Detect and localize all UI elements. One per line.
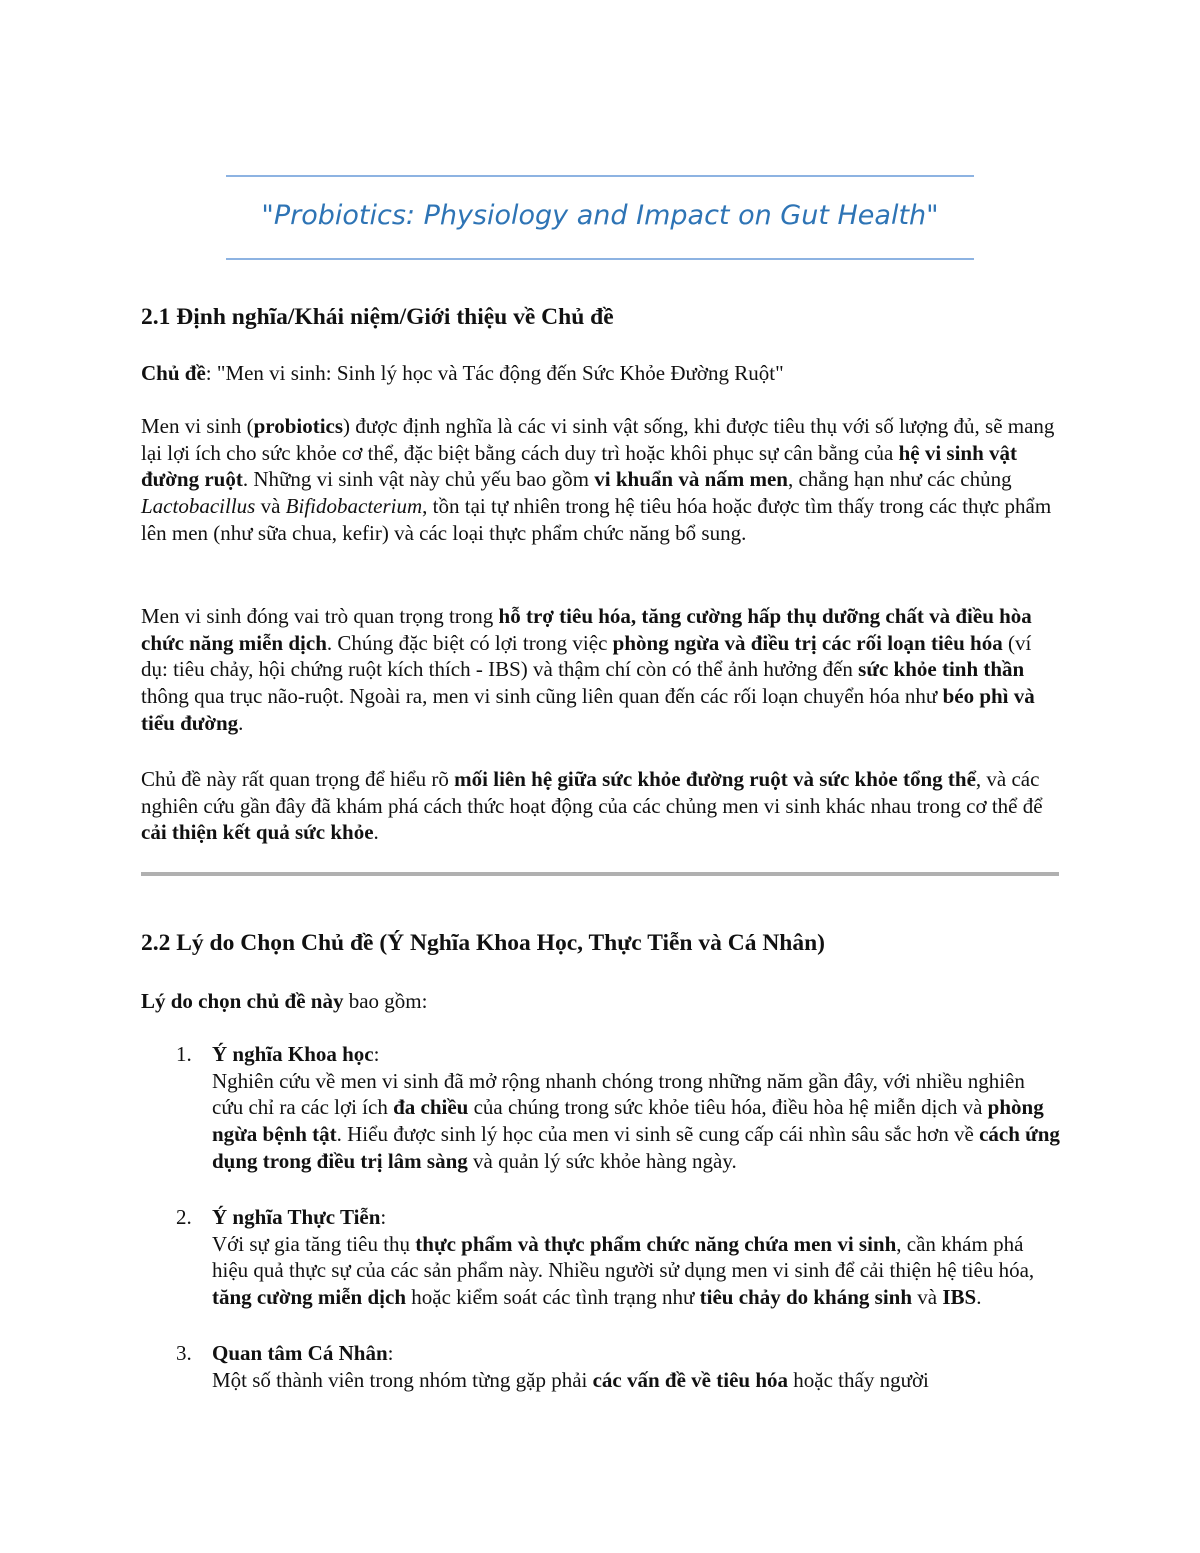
text-run: và — [912, 1285, 943, 1310]
text-run: Chủ đề này rất quan trọng để hiểu rõ — [141, 767, 455, 791]
text-run: thông qua trục não-ruột. Ngoài ra, men vi sinh cũng liên quan đến các rối loạn chuyển hóa như — [141, 684, 943, 709]
text-run: của chúng trong sức khỏe tiêu hóa, điều hòa hệ miễn dịch và — [468, 1095, 988, 1120]
list-item-title: Ý nghĩa Khoa học — [212, 1042, 374, 1066]
text-run: . Hiểu được sinh lý học của men vi sinh sẽ cung cấp cái nhìn sâu sắc hơn về — [336, 1122, 980, 1147]
bold-run: IBS — [942, 1285, 977, 1310]
paragraph-importance — [141, 766, 1061, 846]
text-run: Nghiên cứu về men vi sinh đã mở rộng nhanh chóng trong những năm gần đây, với nhiều nghiên cứu chỉ ra các lợi ích — [212, 1068, 1025, 1120]
text-run: ) được định nghĩa là các vi sinh vật sống, khi được tiêu thụ với số lượng đủ, sẽ mang lại lợi ích cho sức khỏe cơ thể, đặc biệt bằng cách duy trì hoặc khôi phục sự cân bằng của — [141, 414, 1055, 465]
section-2-2-heading: 2.2 Lý do Chọn Chủ đề (Ý Nghĩa Khoa Học, Thực Tiễn và Cá Nhân) — [141, 930, 826, 956]
bold-run: hỗ trợ tiêu hóa, tăng cường hấp thụ dưỡng chất và điều hòa chức năng miễn dịch — [141, 604, 1032, 655]
text-run: : — [373, 1042, 380, 1066]
bold-run: phòng ngừa bệnh tật — [212, 1095, 1044, 1147]
bold-run: Lý do chọn chủ đề này — [141, 989, 344, 1013]
italic-run: Bifidobacterium — [285, 494, 423, 519]
bold-run: hệ vi sinh vật đường ruột — [141, 440, 1018, 492]
title-bottom-rule — [226, 258, 974, 260]
text-run: . — [238, 710, 244, 735]
text-run: Men vi sinh đóng vai trò quan trọng trong — [141, 604, 499, 628]
text-run: , cần khám phá hiệu quả thực sự của các sản phẩm này. Nhiều người sử dụng men vi sinh để cải thiện hệ tiêu hóa, — [212, 1231, 1035, 1283]
bold-run: tiêu chảy do kháng sinh — [699, 1285, 913, 1310]
bold-run: sức khỏe tinh thần — [858, 657, 1025, 682]
section-divider — [141, 872, 1059, 876]
italic-run: Lactobacillus — [141, 494, 256, 519]
bold-run: phòng ngừa và điều trị các rối loạn tiêu hóa — [612, 630, 1003, 655]
bold-run: các vấn đề về tiêu hóa — [592, 1367, 789, 1392]
text-run: bao gồm: — [343, 989, 428, 1013]
section-2-1-heading: 2.1 Định nghĩa/Khái niệm/Giới thiệu về Chủ đề — [141, 304, 614, 330]
topic-text: : "Men vi sinh: Sinh lý học và Tác động đến Sức Khỏe Đường Ruột" — [205, 361, 784, 385]
bold-run: đa chiều — [393, 1095, 469, 1120]
paragraph-role — [141, 603, 1061, 737]
text-run: hoặc kiểm soát các tình trạng như — [406, 1285, 700, 1310]
paragraph-definition — [141, 413, 1061, 547]
text-run: (ví dụ: tiêu chảy, hội chứng ruột kích thích - IBS) và thậm chí còn có thể ảnh hưởng đến — [141, 630, 1032, 682]
text-run: Với sự gia tăng tiêu thụ — [212, 1231, 416, 1256]
list-number: 3. — [176, 1341, 192, 1365]
reasons-intro — [141, 988, 1061, 1015]
bold-run: cách ứng dụng trong điều trị lâm sàng — [212, 1122, 1060, 1173]
text-run: Men vi sinh ( — [141, 414, 254, 438]
list-item-title: Ý nghĩa Thực Tiễn — [212, 1205, 381, 1229]
topic-label: Chủ đề — [141, 361, 206, 385]
text-run: : — [380, 1205, 387, 1229]
text-run: hoặc thấy người — [788, 1367, 929, 1392]
text-run: . — [976, 1285, 982, 1310]
text-run: và quản lý sức khỏe hàng ngày. — [467, 1148, 737, 1173]
bold-run: vi khuẩn và nấm men — [594, 467, 788, 492]
text-run: . — [373, 820, 379, 845]
bold-run: probiotics — [253, 414, 344, 438]
list-number: 2. — [176, 1205, 192, 1229]
bold-run: cải thiện kết quả sức khỏe — [141, 820, 374, 845]
text-run: , và các nghiên cứu gần đây đã khám phá cách thức hoạt động của các chủng men vi sinh khác nhau trong cơ thể để — [141, 767, 1043, 818]
text-run: . Những vi sinh vật này chủ yếu bao gồm — [242, 467, 595, 492]
bold-run: mối liên hệ giữa sức khỏe đường ruột và sức khỏe tổng thể — [454, 767, 976, 791]
text-run: , tồn tại tự nhiên trong hệ tiêu hóa hoặc được tìm thấy trong các thực phẩm lên men (như sữa chua, kefir) và các loại thực phẩm chức năng bổ sung. — [141, 494, 1052, 545]
bold-run: béo phì và tiểu đường — [141, 684, 1035, 735]
list-number: 1. — [176, 1042, 192, 1066]
text-run: và — [255, 494, 286, 519]
bold-run: thực phẩm và thực phẩm chức năng chứa men vi sinh — [415, 1231, 897, 1256]
text-run: : — [387, 1341, 394, 1365]
list-item-title: Quan tâm Cá Nhân — [212, 1341, 388, 1365]
document-title: "Probiotics: Physiology and Impact on Gut Health" — [261, 200, 939, 231]
text-run: , chẳng hạn như các chủng — [787, 467, 1012, 492]
topic-line — [141, 360, 1061, 387]
text-run: . Chúng đặc biệt có lợi trong việc — [326, 630, 613, 655]
bold-run: tăng cường miễn dịch — [212, 1285, 406, 1310]
text-run: Một số thành viên trong nhóm từng gặp phải — [212, 1367, 593, 1392]
title-top-rule — [226, 175, 974, 177]
